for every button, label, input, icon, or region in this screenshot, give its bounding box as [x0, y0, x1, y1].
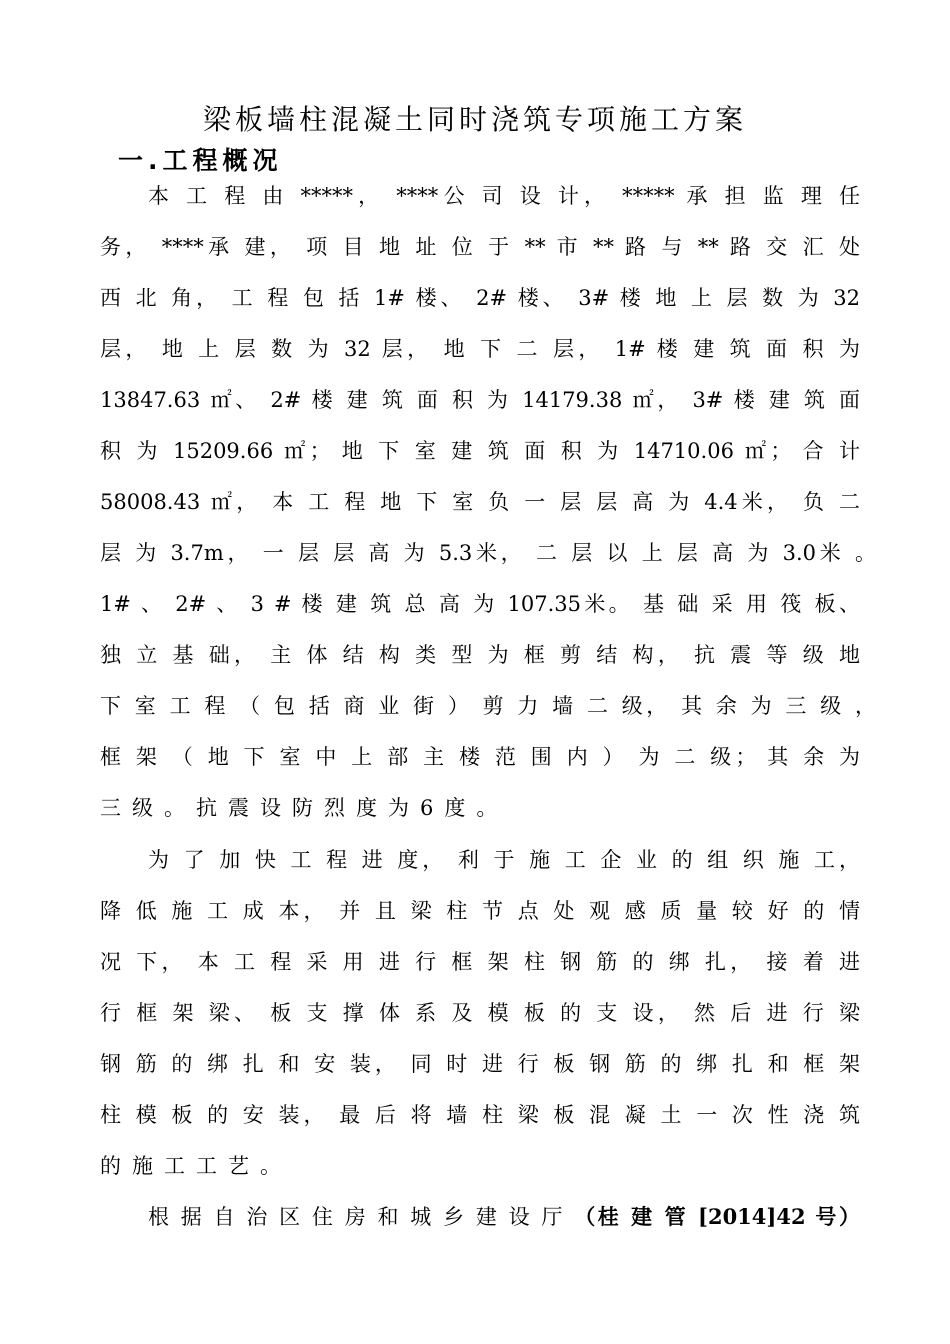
- paragraph-line: 13847.63 ㎡、 2# 楼 建 筑 面 积 为 14179.38 ㎡， 3# 楼 建 筑 面: [100, 388, 860, 412]
- paragraph-line: 降 低 施 工 成 本， 并 且 梁 柱 节 点 处 观 感 质 量 较 好 的 情: [100, 899, 860, 923]
- paragraph-line: 柱 模 板 的 安 装， 最 后 将 墙 柱 梁 板 混 凝 土 一 次 性 浇 筑: [100, 1103, 860, 1127]
- regulation-intro: 根 据 自 治 区 住 房 和 城 乡 建 设 厅: [148, 1205, 565, 1229]
- section-heading: 一.工程概况: [118, 146, 283, 175]
- paragraph-line: 的施工工艺。: [100, 1154, 292, 1178]
- paragraph-regulation-reference: [148, 1200, 860, 1234]
- paragraph-line: 三级。抗震设防烈度为6度。: [100, 796, 509, 820]
- paragraph-line: 下 室 工 程 （ 包 括 商 业 街 ） 剪 力 墙 二 级， 其 余 为 三 级 ，: [100, 694, 876, 718]
- paragraph-line: 58008.43 ㎡， 本 工 程 地 下 室 负 一 层 层 高 为 4.4米， 负 二: [100, 490, 860, 514]
- paragraph-line: 1# 、 2# 、 3 # 楼 建 筑 总 高 为 107.35米。 基 础 采 用 筏 板、: [100, 592, 860, 616]
- paragraph-line: 西 北 角， 工 程 包 括 1# 楼、 2# 楼、 3# 楼 地 上 层 数 为 32: [100, 286, 860, 310]
- paragraph-line: 积 为 15209.66 ㎡； 地 下 室 建 筑 面 积 为 14710.06 ㎡； 合 计: [100, 439, 860, 463]
- paragraph-line: 况 下， 本 工 程 采 用 进 行 框 架 柱 钢 筋 的 绑 扎， 接 着 进: [100, 950, 860, 974]
- paragraph-line: 为 了 加 快 工 程 进 度， 利 于 施 工 企 业 的 组 织 施 工，: [148, 848, 860, 872]
- regulation-document-number: （桂 建 管 [2014]42 号）: [574, 1204, 860, 1229]
- paragraph-line: 钢 筋 的 绑 扎 和 安 装， 同 时 进 行 板 钢 筋 的 绑 扎 和 框 架: [100, 1052, 860, 1076]
- paragraph-line: 层 为 3.7m， 一 层 层 高 为 5.3米， 二 层 以 上 层 高 为 3.0米 。: [100, 541, 876, 565]
- paragraph-line: 务， ****承 建， 项 目 地 址 位 于 ** 市 ** 路 与 ** 路 交 汇 处: [100, 235, 860, 259]
- document-title: 梁板墙柱混凝土同时浇筑专项施工方案: [202, 103, 747, 136]
- paragraph-line: 独 立 基 础， 主 体 结 构 类 型 为 框 剪 结 构， 抗 震 等 级 地: [100, 643, 860, 667]
- paragraph-line: 层， 地 上 层 数 为 32 层， 地 下 二 层， 1# 楼 建 筑 面 积 为: [100, 337, 860, 361]
- paragraph-line: 本 工 程 由 *****， ****公 司 设 计， ***** 承 担 监 理 任: [148, 184, 860, 208]
- paragraph-line: 行 框 架 梁、 板 支 撑 体 系 及 模 板 的 支 设， 然 后 进 行 梁: [100, 1001, 860, 1025]
- paragraph-line: 框 架 （ 地 下 室 中 上 部 主 楼 范 围 内 ） 为 二 级； 其 余 为: [100, 745, 860, 769]
